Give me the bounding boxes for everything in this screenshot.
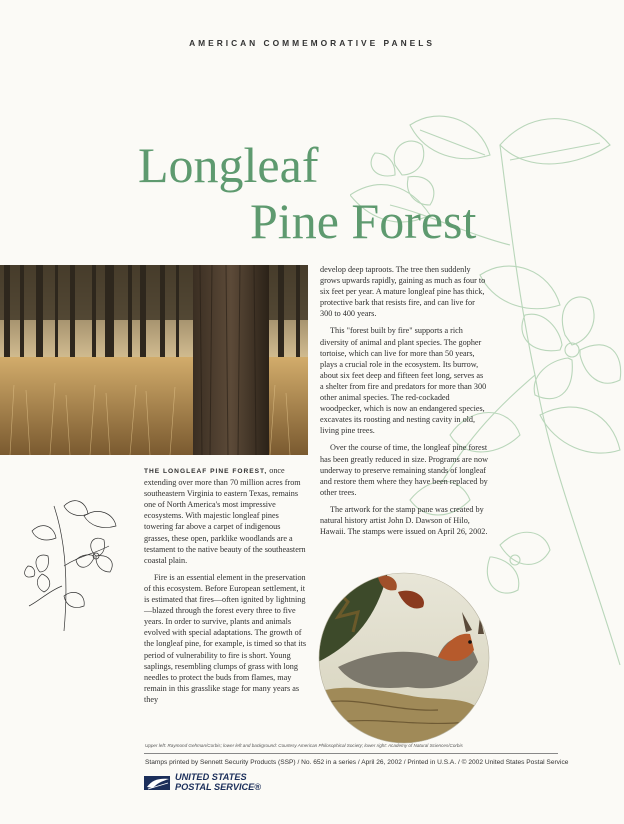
forest-photo (0, 265, 308, 455)
biodiversity-paragraph: This "forest built by fire" supports a rich diversity of animal and plant species. The gopher tortoise, which can live for more than 50 years, plays a crucial role in the ecosystem. Its burrow, about six feet deep and fifteen feet long, serves as a shelter from fire and predators for more than 300 other animal species. The red-cockaded woodpecker, which is now an endangered species, excavates its roosting and nesting cavity in old, living pine trees. (320, 326, 487, 436)
body-text-right (320, 264, 488, 537)
printer-info: Stamps printed by Sennett Security Products (SSP) / No. 652 in a series / April 26, 2002 / Printed in U.S.A. / © 2002 United States Postal Service (145, 759, 569, 766)
intro-paragraph (144, 465, 308, 566)
usps-wordmark (175, 773, 261, 792)
usps-logo (144, 773, 261, 792)
photo-credits: Upper left: Raymond Gehman/Corbis; lower left and background: Courtesy American Philosophical Society; lower right: Academy of Natural Sciences/Corbis (145, 743, 463, 748)
intro-paragraph-text: once extending over more than 70 million acres from southeastern Virginia to eastern Texas, remains one of North America's most impressive ecosystems. With majestic longleaf pines towering far above a carpet of indigenous grasses, these open, parklike woodlands are a testament to the native beauty of the southeastern coastal plain. (144, 466, 306, 565)
page-title-line2: Pine Forest (250, 193, 477, 249)
series-title: AMERICAN COMMEMORATIVE PANELS (189, 38, 435, 48)
footer-divider (144, 753, 558, 754)
dogwood-sketch (24, 496, 124, 636)
usps-line2: POSTAL SERVICE® (175, 781, 262, 792)
artwork-paragraph: The artwork for the stamp pane was created by natural history artist John D. Dawson of Hilo, Hawaii. The stamps were issued on April 26, 2002. (320, 504, 488, 537)
fire-paragraph: Fire is an essential element in the preservation of this ecosystem. Before European settlement, it is estimated that fires—often ignited by lightning—blazed through the forest every three to five years. In order to survive, plants and animals evolved with special adaptations. The growth of the longleaf pine, for example, is timed so that its period of vulnerability to fire is short. Young saplings, resembling clumps of grass with long needles to protect the buds from flames, may remain in this grasslike stage for many years as they (144, 572, 307, 704)
lead-caps: THE LONGLEAF PINE FOREST, (144, 468, 268, 475)
eagle-icon (144, 774, 172, 792)
taproot-paragraph: develop deep taproots. The tree then suddenly grows upwards rapidly, gaining as much as four to six feet per year. A mature longleaf pine has thick, protective bark that resists fire, and can live for 300 to 400 years. (320, 265, 486, 319)
body-text-left (144, 465, 308, 705)
gray-fox-painting (318, 572, 490, 744)
page-title-line1: Longleaf (138, 137, 319, 193)
usps-line1: UNITED STATES (175, 772, 247, 782)
conservation-paragraph: Over the course of time, the longleaf pine forest has been greatly reduced in size. Programs are now underway to preserve remaining stands of longleaf and restore them where they have been replaced by other trees. (320, 443, 489, 497)
